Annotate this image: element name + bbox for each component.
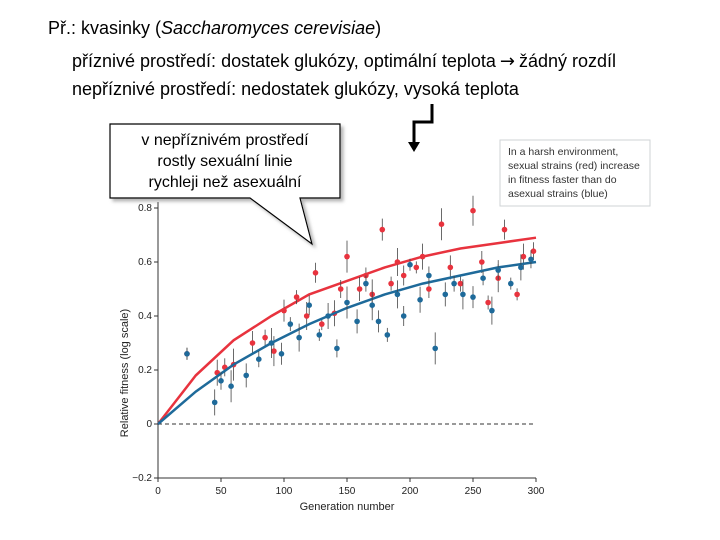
sexual-data-point — [304, 313, 310, 319]
sexual-data-point — [439, 221, 445, 227]
asexual-data-point — [369, 302, 375, 308]
asexual-data-point — [296, 335, 302, 341]
asexual-data-point — [256, 356, 262, 362]
asexual-data-point — [460, 292, 466, 298]
asexual-data-point — [288, 321, 294, 327]
asexual-data-point — [518, 265, 524, 271]
pointer-arrow — [414, 104, 432, 144]
y-tick-label: 0.6 — [138, 257, 152, 268]
asexual-data-point — [354, 319, 360, 325]
x-tick-label: 200 — [401, 486, 419, 497]
species-name: Saccharomyces cerevisiae — [161, 18, 376, 38]
asexual-data-point — [451, 281, 457, 287]
asexual-data-point — [228, 383, 234, 389]
asexual-data-point — [401, 313, 407, 319]
line1-suffix: ) — [375, 18, 382, 38]
asexual-data-point — [363, 281, 369, 287]
x-tick-label: 150 — [338, 486, 356, 497]
sexual-data-point — [531, 248, 537, 254]
sexual-data-point — [414, 265, 420, 271]
sexual-data-point — [485, 300, 491, 306]
asexual-data-point — [385, 332, 391, 338]
asexual-data-point — [495, 267, 501, 273]
sexual-data-point — [448, 265, 454, 271]
sexual-data-point — [250, 340, 256, 346]
callout-line: rostly sexuální linie — [157, 153, 293, 170]
sexual-data-point — [313, 270, 319, 276]
asexual-data-point — [489, 308, 495, 314]
asexual-data-point — [480, 275, 486, 281]
sexual-data-point — [344, 254, 350, 260]
callout-line: v nepříznivém prostředí — [141, 132, 309, 149]
asexual-data-point — [432, 346, 438, 352]
x-tick-label: 300 — [527, 486, 545, 497]
sexual-data-point — [479, 259, 485, 265]
sexual-data-point — [338, 286, 344, 292]
y-tick-label: 0.2 — [138, 365, 152, 376]
note-line: sexual strains (red) increase — [508, 160, 640, 172]
asexual-data-point — [395, 292, 401, 298]
callout-line: rychleji než asexuální — [148, 174, 302, 191]
asexual-data-point — [184, 351, 190, 357]
plot-area — [119, 196, 545, 513]
asexual-data-point — [325, 313, 331, 319]
y-tick-label: 0 — [146, 419, 152, 430]
y-tick-label: 0.8 — [138, 203, 152, 214]
note-line: in fitness faster than do — [508, 174, 617, 186]
sexual-data-point — [319, 321, 325, 327]
sexual-data-point — [521, 254, 527, 260]
y-tick-label: 0.4 — [138, 311, 152, 322]
sexual-data-point — [271, 348, 277, 354]
sexual-data-point — [379, 227, 385, 233]
sexual-data-point — [357, 286, 363, 292]
sexual-data-point — [281, 308, 287, 314]
asexual-data-point — [212, 400, 218, 406]
asexual-data-point — [269, 340, 275, 346]
chart-note — [500, 140, 650, 206]
asexual-data-point — [442, 292, 448, 298]
asexual-data-point — [316, 332, 322, 338]
sexual-data-point — [401, 273, 407, 279]
asexual-data-point — [334, 346, 340, 352]
arrow-head-icon — [408, 142, 420, 152]
asexual-data-point — [279, 351, 285, 357]
sexual-data-point — [395, 259, 401, 265]
asexual-data-point — [426, 273, 432, 279]
x-tick-label: 0 — [155, 486, 161, 497]
sexual-data-point — [458, 281, 464, 287]
favorable-environment-text: příznivé prostředí: dostatek glukózy, optimální teplota — [72, 51, 496, 71]
x-tick-label: 250 — [464, 486, 482, 497]
sexual-data-point — [470, 208, 476, 214]
asexual-data-point — [243, 373, 249, 379]
note-line: asexual strains (blue) — [508, 188, 608, 200]
right-arrow-icon: → — [499, 51, 515, 72]
sexual-data-point — [420, 254, 426, 260]
asexual-data-point — [376, 319, 382, 325]
asexual-data-point — [528, 257, 534, 263]
callout-bubble — [110, 124, 340, 244]
asexual-data-point — [508, 281, 514, 287]
x-tick-label: 50 — [215, 486, 227, 497]
slide-line-3: nepříznivé prostředí: nedostatek glukózy, vysoká teplota — [72, 79, 519, 99]
note-line: In a harsh environment, — [508, 146, 619, 158]
line1-prefix: Př.: kvasinky ( — [48, 18, 162, 38]
x-tick-label: 100 — [275, 486, 293, 497]
asexual-data-point — [344, 300, 350, 306]
asexual-data-point — [470, 294, 476, 300]
asexual-data-point — [306, 302, 312, 308]
no-difference-text: žádný rozdíl — [518, 51, 617, 71]
asexual-data-point — [417, 297, 423, 303]
sexual-data-point — [514, 292, 520, 298]
sexual-data-point — [426, 286, 432, 292]
x-axis-label: Generation number — [299, 501, 395, 513]
asexual-data-point — [218, 378, 224, 384]
sexual-data-point — [294, 294, 300, 300]
sexual-data-point — [262, 335, 268, 341]
sexual-data-point — [502, 227, 508, 233]
asexual-data-point — [407, 262, 413, 268]
y-axis-label: Relative fitness (log scale) — [119, 308, 131, 438]
sexual-data-point — [388, 281, 394, 287]
y-tick-label: −0.2 — [132, 473, 152, 484]
